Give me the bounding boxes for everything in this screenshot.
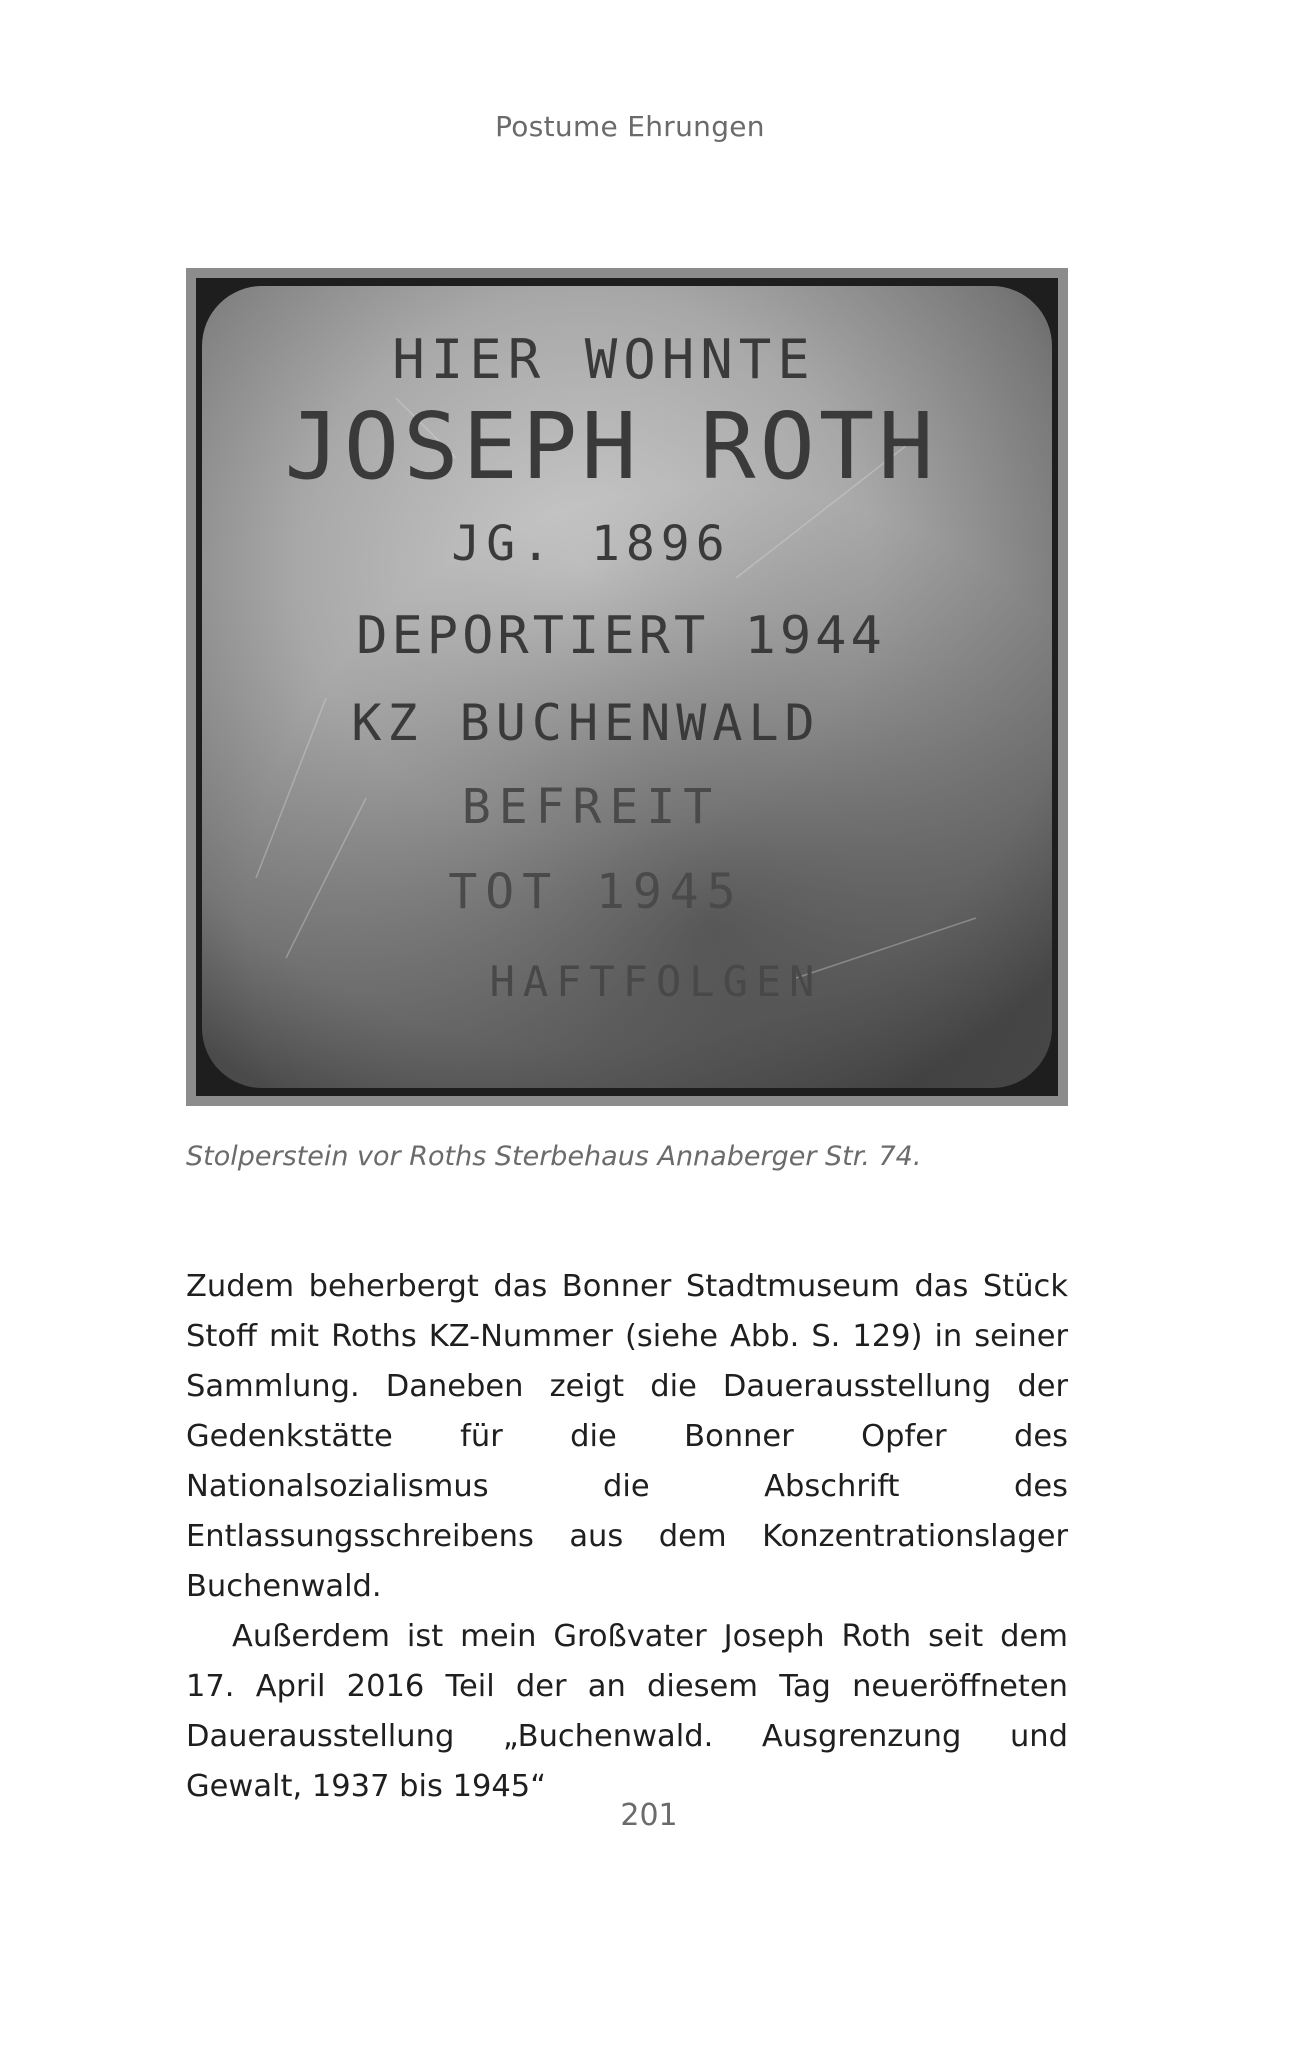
running-title: Postume Ehrungen: [495, 110, 765, 143]
inscription-line: JG. 1896: [451, 516, 731, 572]
inscription-line: KZ BUCHENWALD: [351, 694, 821, 752]
figure-caption: Stolperstein vor Roths Sterbehaus Annaberger Str. 74.: [186, 1141, 922, 1172]
inscription-line: JOSEPH ROTH: [284, 393, 938, 500]
inscription-line: HIER WOHNTE: [392, 328, 816, 391]
body-text: [186, 1262, 1068, 1812]
inscription-line: TOT 1945: [448, 864, 744, 920]
paragraph: Außerdem ist mein Großvater Joseph Roth seit dem 17. April 2016 Teil der an diesem Tag neueröffneten Dauerausstellung „Buchenwald. Ausgrenzung und Gewalt, 1937 bis 1945“: [186, 1619, 1068, 1804]
inscription-line: HAFTFOLGEN: [489, 957, 823, 1006]
page-number: 201: [620, 1798, 678, 1833]
paragraph: Zudem beherbergt das Bonner Stadtmuseum das Stück Stoff mit Roths KZ-Nummer (siehe Abb. S. 129) in seiner Sammlung. Daneben zeigt die Dauerausstellung der Gedenkstätte für die Bonner Opfer des Nationalsozialismus die Abschrift des Entlassungsschreibens aus dem Konzentrationslager Buchenwald.: [186, 1269, 1068, 1604]
stolperstein-photo: [186, 268, 1068, 1106]
inscription-line: DEPORTIERT 1944: [356, 606, 886, 666]
inscription-line: BEFREIT: [461, 779, 721, 835]
stolperstein-image: [196, 278, 1058, 1096]
